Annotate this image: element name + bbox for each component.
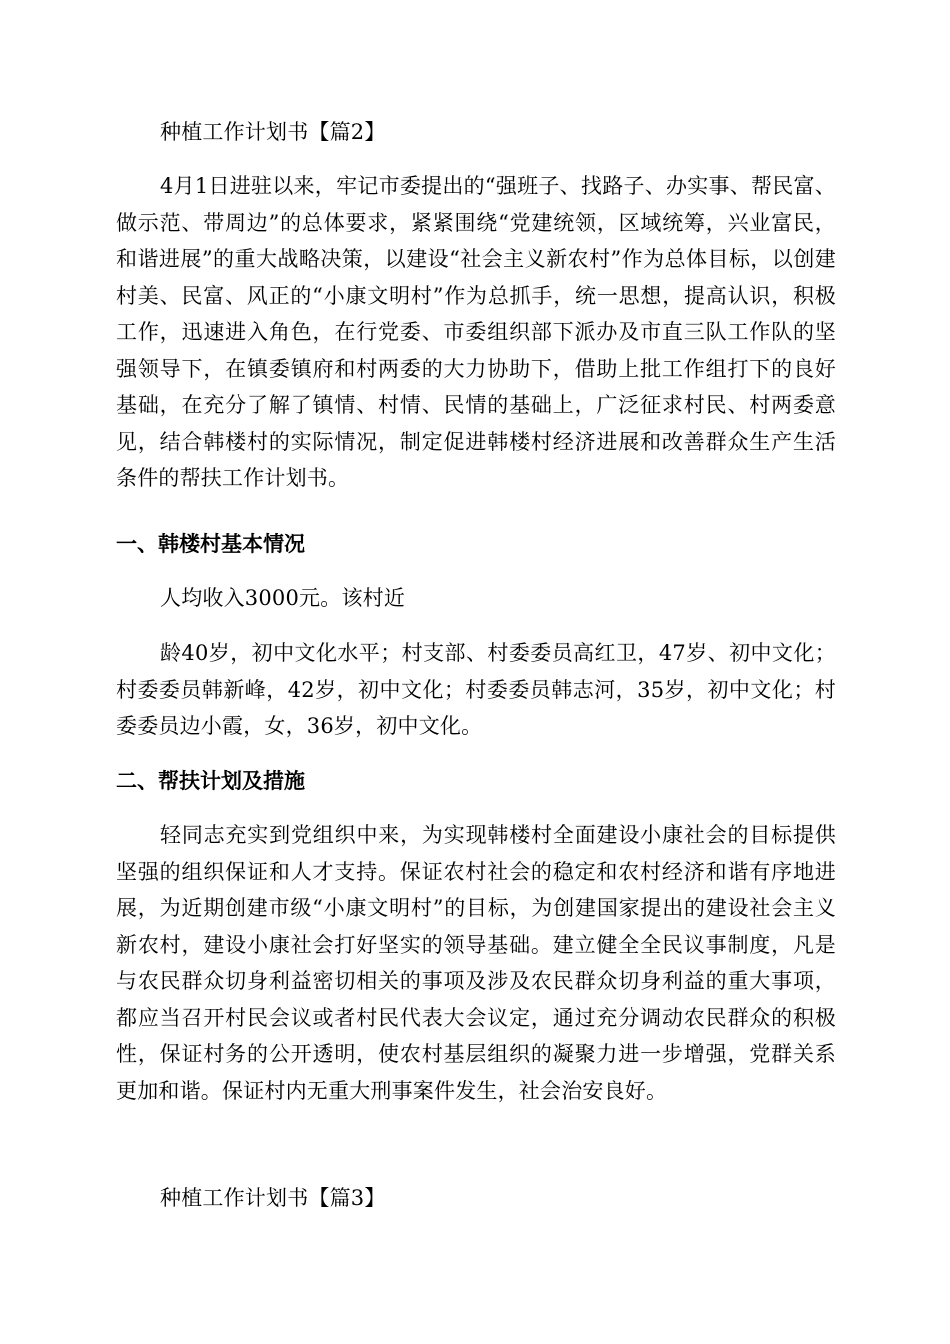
intro-paragraph: 4月1日进驻以来，牢记市委提出的“强班子、找路子、办实事、帮民富、做示范、带周边”的总体要求，紧紧围绕“党建统领，区域统筹，兴业富民，和谐进展”的重大战略决策，以建设“社会主义新农村”作为总体目标，以创建村美、民富、风正的“小康文明村”作为总抓手，统一思想，提高认识，积极工作，迅速进入角色，在行党委、市委组织部下派办及市直三队工作队的坚强领导下，在镇委镇府和村两委的大力协助下，借助上批工作组打下的良好基础，在充分了解了镇情、村情、民情的基础上，广泛征求村民、村两委意见，结合韩楼村的实际情况，制定促进韩楼村经济进展和改善群众生产生活条件的帮扶工作计划书。: [116, 174, 836, 490]
basic-situation-paragraph-2: 龄40岁，初中文化水平；村支部、村委委员高红卫，47岁、初中文化；村委委员韩新峰，42岁，初中文化；村委委员韩志河，35岁，初中文化；村委委员边小霞，女，36岁，初中文化。: [116, 641, 836, 738]
section-2-title: 种植工作计划书【篇2】: [160, 120, 386, 144]
basic-situation-paragraph-1: 人均收入3000元。该村近: [160, 586, 406, 610]
section-3-title: 种植工作计划书【篇3】: [160, 1186, 386, 1210]
heading-assistance-plan: 二、帮扶计划及措施: [116, 768, 305, 793]
assistance-plan-paragraph: 轻同志充实到党组织中来，为实现韩楼村全面建设小康社会的目标提供坚强的组织保证和人才支持。保证农村社会的稳定和农村经济和谐有序地进展，为近期创建市级“小康文明村”的目标，为创建国家提出的建设社会主义新农村，建设小康社会打好坚实的领导基础。建立健全全民议事制度，凡是与农民群众切身利益密切相关的事项及涉及农民群众切身利益的重大事项，都应当召开村民会议或者村民代表大会议定，通过充分调动农民群众的积极性，保证村务的公开透明，使农村基层组织的凝聚力进一步增强，党群关系更加和谐。保证村内无重大刑事案件发生，社会治安良好。: [116, 823, 836, 1103]
heading-basic-situation: 一、韩楼村基本情况: [116, 531, 305, 556]
